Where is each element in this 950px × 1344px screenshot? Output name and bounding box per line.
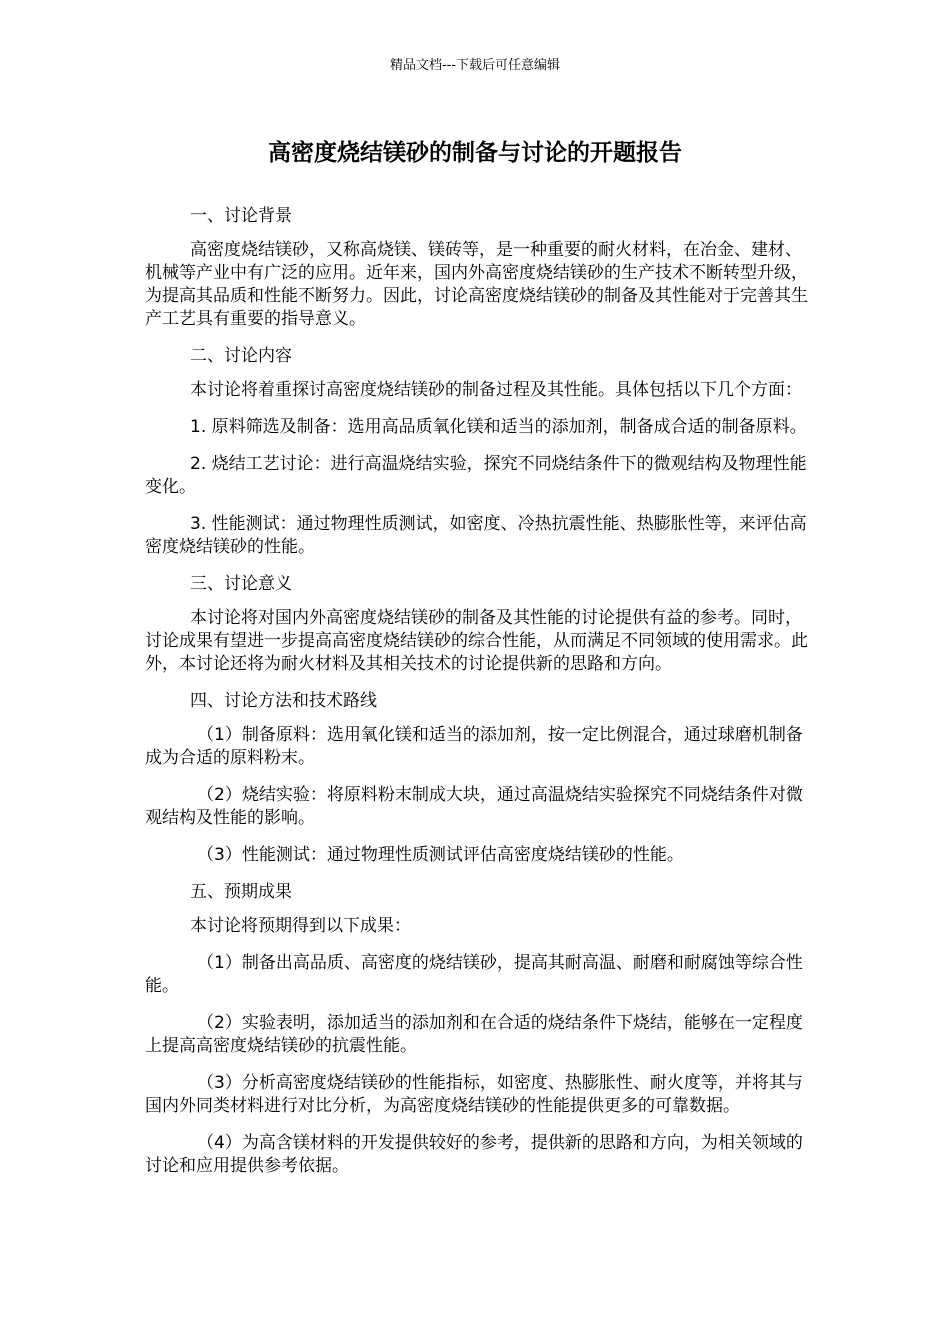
section-heading-methods: 四、讨论方法和技术路线 (190, 691, 377, 711)
paragraph-background: 高密度烧结镁砂，又称高烧镁、镁砖等，是一种重要的耐火材料，在冶金、建材、机械等产业中有广泛的应用。近年来，国内外高密度烧结镁砂的生产技术不断转型升级，为提高其品质和性能不断努力。因此，讨论高密度烧结镁砂的制备及其性能对于完善其生产工艺具有重要的指导意义。 (145, 240, 808, 329)
section-heading-outcomes: 五、预期成果 (190, 882, 292, 902)
section-heading-background: 一、讨论背景 (190, 206, 292, 226)
paragraph-significance: 本讨论将对国内外高密度烧结镁砂的制备及其性能的讨论提供有益的参考。同时，讨论成果有望进一步提高高密度烧结镁砂的综合性能，从而满足不同领域的使用需求。此外，本讨论还将为耐火材料及其相关技术的讨论提供新的思路和方向。 (145, 608, 808, 674)
method-item-3: （3）性能测试：通过物理性质测试评估高密度烧结镁砂的性能。 (197, 845, 684, 865)
outcome-item-4: （4）为高含镁材料的开发提供较好的参考，提供新的思路和方向，为相关领域的讨论和应用提供参考依据。 (145, 1133, 803, 1176)
outcome-item-3: （3）分析高密度烧结镁砂的性能指标，如密度、热膨胀性、耐火度等，并将其与国内外同类材料进行对比分析，为高密度烧结镁砂的性能提供更多的可靠数据。 (145, 1073, 803, 1116)
outcome-item-2: （2）实验表明，添加适当的添加剂和在合适的烧结条件下烧结，能够在一定程度上提高高密度烧结镁砂的抗震性能。 (145, 1013, 803, 1056)
method-item-2: （2）烧结实验：将原料粉末制成大块，通过高温烧结实验探究不同烧结条件对微观结构及性能的影响。 (145, 785, 803, 828)
content-item-2: 2. 烧结工艺讨论：进行高温烧结实验，探究不同烧结条件下的微观结构及物理性能变化。 (145, 454, 807, 497)
page-header-note: 精品文档---下载后可任意编辑 (389, 58, 561, 73)
outcome-item-1: （1）制备出高品质、高密度的烧结镁砂，提高其耐高温、耐磨和耐腐蚀等综合性能。 (145, 953, 803, 996)
content-item-1: 1. 原料筛选及制备：选用高品质氧化镁和适当的添加剂，制备成合适的制备原料。 (190, 417, 807, 437)
method-item-1: （1）制备原料：选用氧化镁和适当的添加剂，按一定比例混合，通过球磨机制备成为合适的原料粉末。 (145, 725, 803, 768)
paragraph-outcomes-intro: 本讨论将预期得到以下成果： (190, 916, 411, 936)
content-item-3: 3. 性能测试：通过物理性质测试，如密度、冷热抗震性能、热膨胀性等，来评估高密度烧结镁砂的性能。 (145, 514, 807, 557)
document-title: 高密度烧结镁砂的制备与讨论的开题报告 (268, 140, 682, 166)
document-body (145, 205, 810, 1192)
section-heading-content: 二、讨论内容 (190, 346, 292, 366)
section-heading-significance: 三、讨论意义 (190, 574, 292, 594)
paragraph-content-intro: 本讨论将着重探讨高密度烧结镁砂的制备过程及其性能。具体包括以下几个方面： (190, 380, 802, 400)
